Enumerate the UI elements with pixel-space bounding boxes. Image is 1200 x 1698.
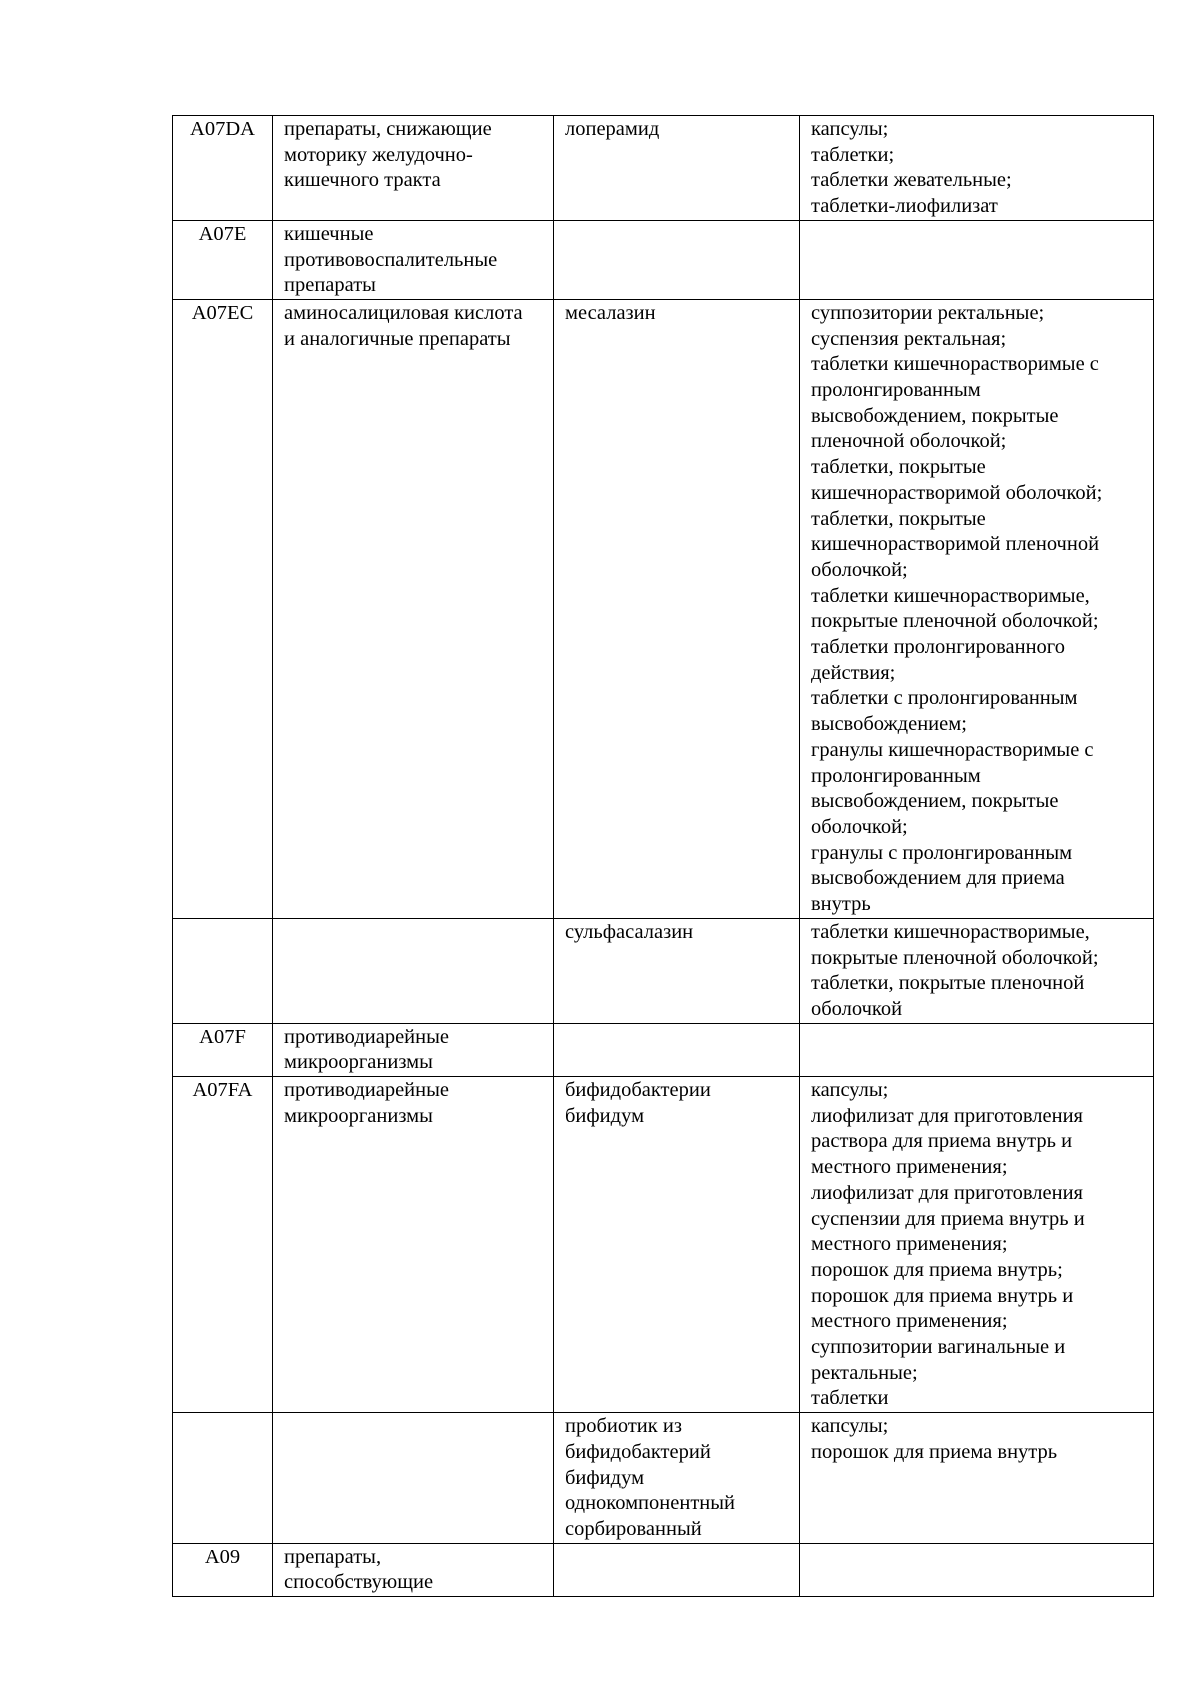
group-cell: противодиарейные микроорганизмы	[273, 1077, 554, 1413]
group-cell: противодиарейные микроорганизмы	[273, 1023, 554, 1076]
group-cell	[273, 1413, 554, 1544]
dosage-forms-cell: капсулы; порошок для приема внутрь	[800, 1413, 1154, 1544]
dosage-forms-cell	[800, 220, 1154, 299]
table-row-a07fa-sub	[173, 1413, 1154, 1544]
atc-code-cell	[173, 918, 273, 1023]
dosage-forms-cell	[800, 1543, 1154, 1596]
drug-table	[172, 115, 1154, 1597]
drug-name-cell: сульфасалазин	[554, 918, 800, 1023]
group-cell: аминосалициловая кислота и аналогичные препараты	[273, 299, 554, 918]
drug-name-cell: бифидобактерии бифидум	[554, 1077, 800, 1413]
dosage-forms-cell: капсулы; лиофилизат для приготовления раствора для приема внутрь и местного применения; лиофилизат для приготовления суспензии для приема внутрь и местного применения; порошок для приема внутрь; порошок для приема внутрь и местного применения; суппозитории вагинальные и ректальные; таблетки	[800, 1077, 1154, 1413]
table-row-a09	[173, 1543, 1154, 1596]
table-row-a07ec-sub	[173, 918, 1154, 1023]
atc-code-cell: A07F	[173, 1023, 273, 1076]
table-row-a07e	[173, 220, 1154, 299]
drug-name-cell: месалазин	[554, 299, 800, 918]
atc-code-cell: A07DA	[173, 116, 273, 221]
group-cell: препараты, снижающие моторику желудочно- кишечного тракта	[273, 116, 554, 221]
drug-name-cell: пробиотик из бифидобактерий бифидум однокомпонентный сорбированный	[554, 1413, 800, 1544]
dosage-forms-cell: таблетки кишечнорастворимые, покрытые пленочной оболочкой; таблетки, покрытые пленочной оболочкой	[800, 918, 1154, 1023]
dosage-forms-cell: капсулы; таблетки; таблетки жевательные; таблетки-лиофилизат	[800, 116, 1154, 221]
atc-code-cell: A09	[173, 1543, 273, 1596]
group-cell	[273, 918, 554, 1023]
drug-name-cell	[554, 220, 800, 299]
drug-name-cell	[554, 1543, 800, 1596]
dosage-forms-cell	[800, 1023, 1154, 1076]
atc-code-cell: A07EC	[173, 299, 273, 918]
drug-name-cell	[554, 1023, 800, 1076]
table-row-a07f	[173, 1023, 1154, 1076]
table-row-a07da	[173, 116, 1154, 221]
table-row-a07fa	[173, 1077, 1154, 1413]
group-cell: кишечные противовоспалительные препараты	[273, 220, 554, 299]
dosage-forms-cell: суппозитории ректальные; суспензия ректальная; таблетки кишечнорастворимые с пролонгированным высвобождением, покрытые пленочной оболочкой; таблетки, покрытые кишечнорастворимой оболочкой; таблетки, покрытые кишечнорастворимой пленочной оболочкой; таблетки кишечнорастворимые, покрытые пленочной оболочкой; таблетки пролонгированного действия; таблетки с пролонгированным высвобождением; гранулы кишечнорастворимые с пролонгированным высвобождением, покрытые оболочкой; гранулы с пролонгированным высвобождением для приема внутрь	[800, 299, 1154, 918]
atc-code-cell: A07FA	[173, 1077, 273, 1413]
table-row-a07ec	[173, 299, 1154, 918]
atc-code-cell: A07E	[173, 220, 273, 299]
group-cell: препараты, способствующие	[273, 1543, 554, 1596]
drug-name-cell: лоперамид	[554, 116, 800, 221]
atc-code-cell	[173, 1413, 273, 1544]
